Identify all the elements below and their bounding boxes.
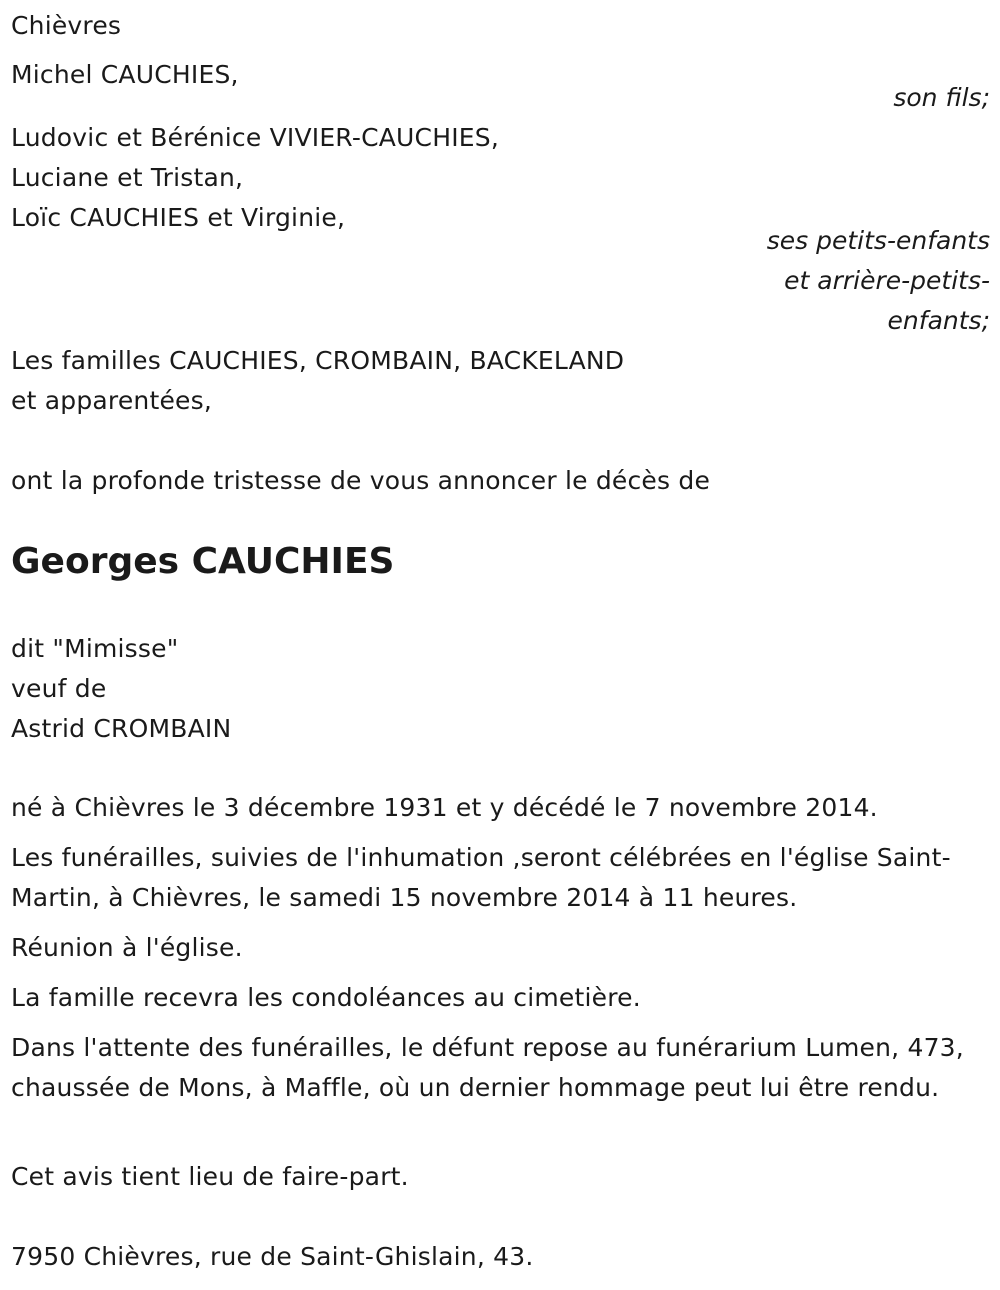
address: 7950 Chièvres, rue de Saint-Ghislain, 43. <box>11 1242 534 1271</box>
funeral-info: Les funérailles, suivies de l'inhumation ,seront célébrées en l'église Saint-Martin, à Chièvres, le samedi 15 novembre 2014 à 11 heures. <box>11 843 951 912</box>
grandchild-line-2: Luciane et Tristan, <box>11 163 244 192</box>
meeting-info: Réunion à l'église. <box>11 933 243 962</box>
grandchildren-role-2: et arrière-petits- <box>784 266 990 295</box>
announcement: ont la profonde tristesse de vous annoncer le décès de <box>11 466 711 495</box>
grandchild-line-3: Loïc CAUCHIES et Virginie, <box>11 203 346 232</box>
birth-death: né à Chièvres le 3 décembre 1931 et y décédé le 7 novembre 2014. <box>11 793 878 822</box>
grandchildren-role-1: ses petits-enfants <box>766 226 990 255</box>
grandchild-line-1: Ludovic et Bérénice VIVIER-CAUCHIES, <box>11 123 499 152</box>
deceased-name: Georges CAUCHIES <box>11 541 395 582</box>
deceased-nickname: dit "Mimisse" <box>11 634 179 663</box>
city-header: Chièvres <box>11 11 122 40</box>
spouse-name: Astrid CROMBAIN <box>11 714 232 743</box>
widower-of: veuf de <box>11 674 107 703</box>
notice-info: Cet avis tient lieu de faire-part. <box>11 1162 409 1191</box>
grandchildren-role-3: enfants; <box>887 306 990 335</box>
son-name: Michel CAUCHIES, <box>11 60 239 89</box>
condolences-info: La famille recevra les condoléances au cimetière. <box>11 983 641 1012</box>
families-line-1: Les familles CAUCHIES, CROMBAIN, BACKELAND <box>11 346 625 375</box>
son-role: son fils; <box>893 83 990 112</box>
families-line-2: et apparentées, <box>11 386 212 415</box>
funerarium-info: Dans l'attente des funérailles, le défunt repose au funérarium Lumen, 473, chaussée de Mons, à Maffle, où un dernier hommage peut lui être rendu. <box>11 1033 964 1102</box>
